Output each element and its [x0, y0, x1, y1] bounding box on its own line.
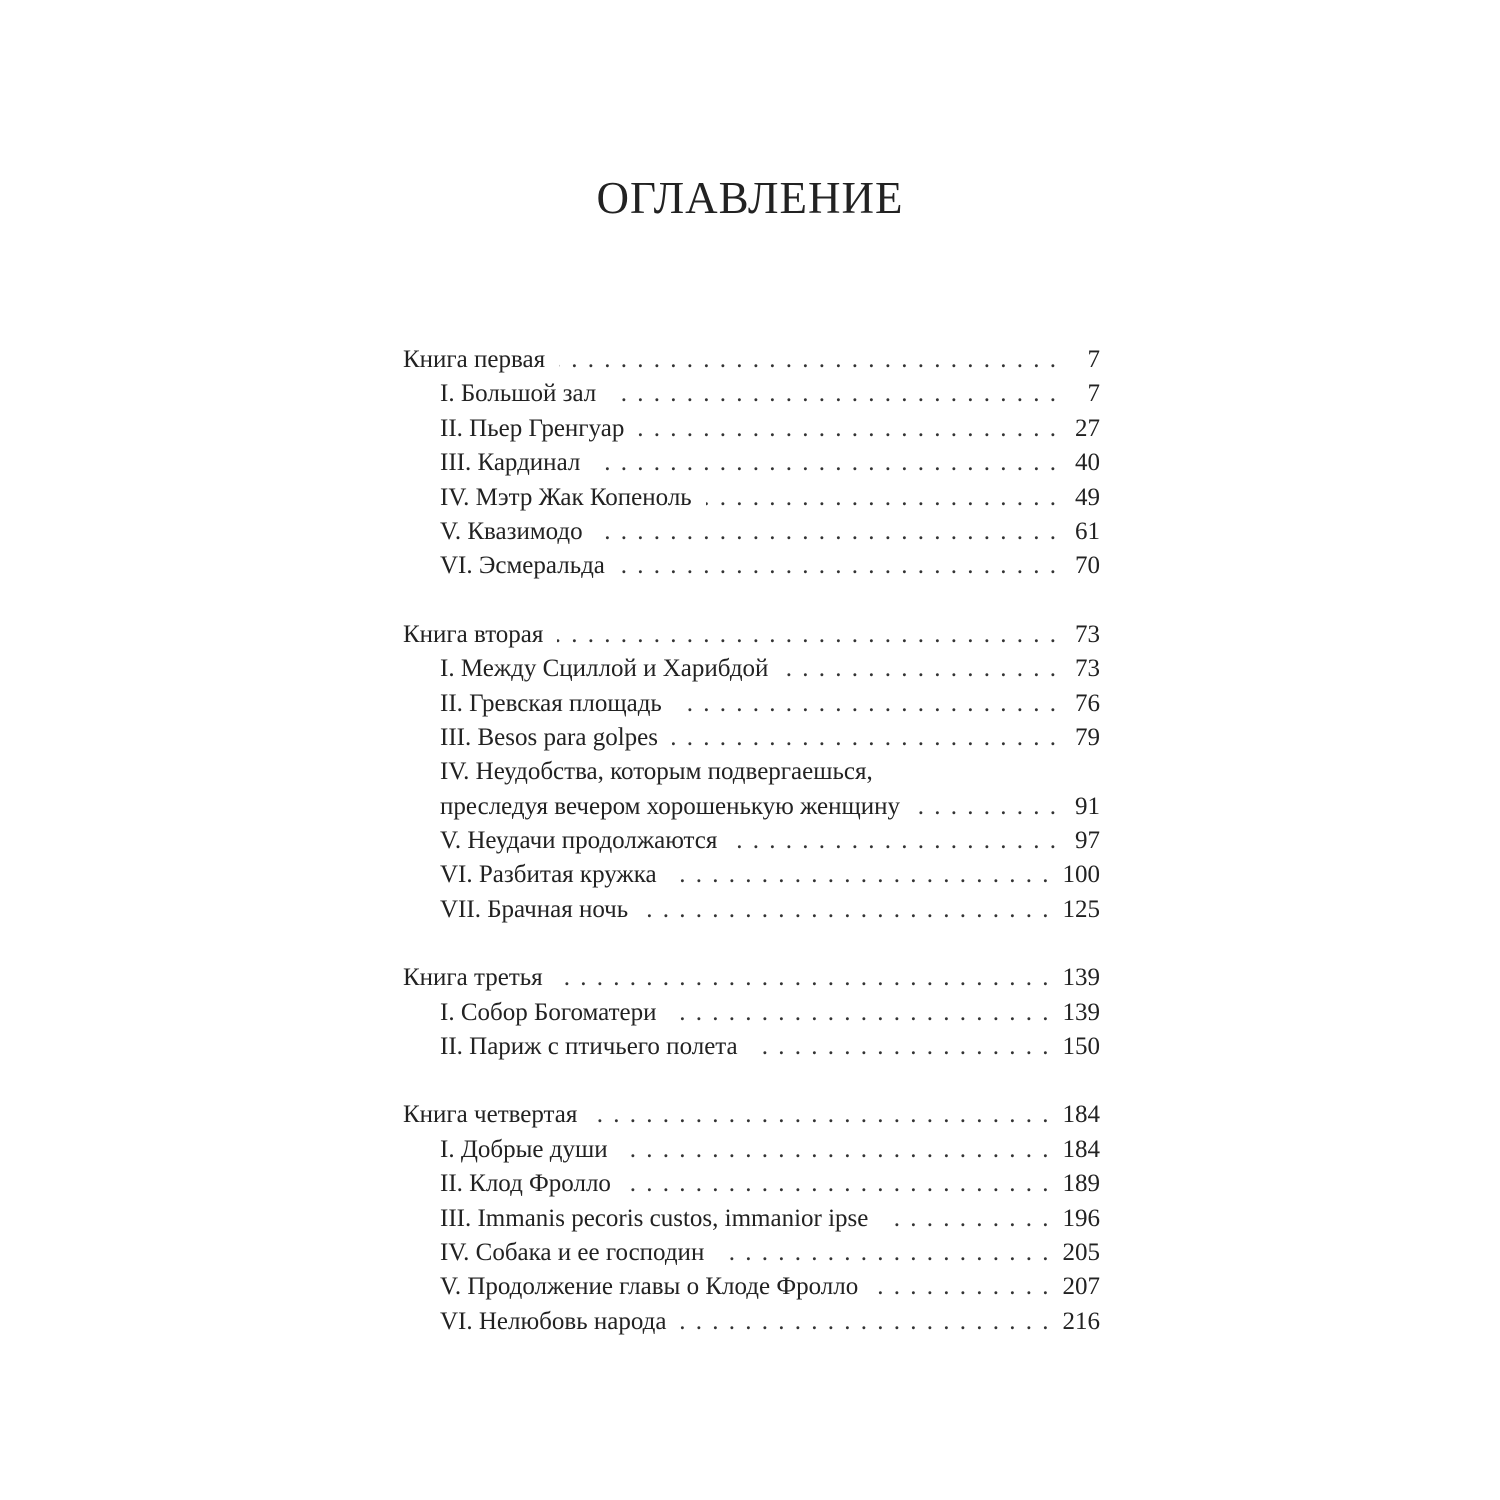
- page-number: 139: [1062, 964, 1100, 992]
- page-number: 207: [1062, 1273, 1100, 1301]
- chapter-entry[interactable]: [403, 721, 1100, 755]
- dot-leader: [559, 343, 1056, 377]
- chapter-title: II. Клод Фролло: [440, 1170, 611, 1198]
- page-number: 100: [1062, 861, 1100, 889]
- chapter-entry[interactable]: [403, 824, 1100, 858]
- chapter-title: VI. Разбитая кружка: [440, 861, 657, 889]
- chapter-title: I. Собор Богоматери: [440, 998, 657, 1026]
- chapter-entry[interactable]: [403, 858, 1100, 892]
- dot-leader: [882, 1202, 1048, 1236]
- dot-leader: [680, 1305, 1048, 1339]
- chapter-entry[interactable]: [403, 1305, 1100, 1339]
- page-number: 73: [1075, 620, 1100, 648]
- page-number: 139: [1062, 998, 1100, 1026]
- dot-leader: [638, 412, 1056, 446]
- page-number: 40: [1075, 449, 1100, 477]
- dot-leader: [718, 1236, 1048, 1270]
- chapter-title: V. Неудачи продолжаются: [440, 827, 718, 855]
- chapter-entry[interactable]: [403, 687, 1100, 721]
- page-number: 150: [1062, 1033, 1100, 1061]
- page-number: 189: [1062, 1170, 1100, 1198]
- page-number: 76: [1075, 689, 1100, 717]
- page-number: 27: [1075, 414, 1100, 442]
- page-number: 79: [1075, 723, 1100, 751]
- chapter-entry[interactable]: [403, 893, 1100, 927]
- page-number: 216: [1062, 1307, 1100, 1335]
- chapter-title: I. Между Сциллой и Харибдой: [440, 655, 769, 683]
- dot-leader: [670, 996, 1048, 1030]
- book-title: Книга четвертая: [403, 1101, 578, 1129]
- page-number: 184: [1062, 1101, 1100, 1129]
- chapter-entry[interactable]: [403, 377, 1100, 411]
- dot-leader: [706, 481, 1056, 515]
- chapter-title: IV. Неудобства, которым подвергаешься,: [440, 758, 873, 786]
- book-section: [403, 343, 1100, 584]
- chapter-entry[interactable]: [403, 481, 1100, 515]
- book-section: [403, 1098, 1100, 1339]
- chapter-title: III. Immanis pecoris custos, immanior ipse: [440, 1204, 869, 1232]
- chapter-entry[interactable]: [403, 446, 1100, 480]
- dot-leader: [914, 790, 1056, 824]
- book-title: Книга вторая: [403, 620, 544, 648]
- chapter-entry[interactable]: [403, 652, 1100, 686]
- dot-leader: [672, 721, 1056, 755]
- page-number: 97: [1075, 827, 1100, 855]
- chapter-title: преследуя вечером хорошенькую женщину: [440, 792, 900, 820]
- dot-leader: [676, 687, 1056, 721]
- page-number: 184: [1062, 1135, 1100, 1163]
- chapter-title: V. Квазимодо: [440, 517, 583, 545]
- page-number: 205: [1062, 1238, 1100, 1266]
- chapter-entry[interactable]: [403, 996, 1100, 1030]
- dot-leader: [594, 446, 1056, 480]
- page-number: 7: [1087, 380, 1100, 408]
- chapter-title: II. Гревская площадь: [440, 689, 662, 717]
- page-number: 91: [1075, 792, 1100, 820]
- book-title: Книга третья: [403, 964, 543, 992]
- table-of-contents: [403, 343, 1100, 1373]
- book-entry[interactable]: [403, 1098, 1100, 1132]
- dot-leader: [642, 893, 1048, 927]
- chapter-entry[interactable]: [403, 1133, 1100, 1167]
- dot-leader: [731, 824, 1056, 858]
- chapter-title: III. Besos para golpes: [440, 723, 658, 751]
- chapter-entry[interactable]: [403, 755, 1100, 789]
- chapter-entry[interactable]: [403, 515, 1100, 549]
- chapter-title: VI. Нелюбовь народа: [440, 1307, 667, 1335]
- page-number: 73: [1075, 655, 1100, 683]
- dot-leader: [597, 515, 1056, 549]
- dot-leader: [625, 1167, 1049, 1201]
- page-number: 70: [1075, 552, 1100, 580]
- chapter-title: II. Пьер Гренгуар: [440, 414, 625, 442]
- book-section: [403, 961, 1100, 1064]
- dot-leader: [619, 549, 1056, 583]
- chapter-entry[interactable]: [403, 412, 1100, 446]
- chapter-title: V. Продолжение главы о Клоде Фролло: [440, 1273, 859, 1301]
- chapter-title: I. Большой зал: [440, 380, 597, 408]
- page-number: 7: [1087, 346, 1100, 373]
- page-number: 49: [1075, 483, 1100, 511]
- chapter-entry[interactable]: [403, 1236, 1100, 1270]
- chapter-title: IV. Собака и ее господин: [440, 1238, 705, 1266]
- chapter-title: VI. Эсмеральда: [440, 552, 605, 580]
- dot-leader: [557, 618, 1056, 652]
- chapter-title: VII. Брачная ночь: [440, 895, 629, 923]
- chapter-title: I. Добрые души: [440, 1135, 608, 1163]
- book-title: Книга первая: [403, 346, 546, 373]
- book-entry[interactable]: [403, 961, 1100, 995]
- chapter-entry[interactable]: [403, 1202, 1100, 1236]
- page-number: 125: [1062, 895, 1100, 923]
- chapter-entry[interactable]: [403, 1030, 1100, 1064]
- page-number: 196: [1062, 1204, 1100, 1232]
- book-section: [403, 618, 1100, 928]
- book-entry[interactable]: [403, 343, 1100, 377]
- page-number: 61: [1075, 517, 1100, 545]
- book-entry[interactable]: [403, 618, 1100, 652]
- chapter-entry[interactable]: [403, 549, 1100, 583]
- chapter-title: IV. Мэтр Жак Копеноль: [440, 483, 692, 511]
- chapter-title: III. Кардинал: [440, 449, 581, 477]
- dot-leader: [752, 1030, 1049, 1064]
- dot-leader: [671, 858, 1049, 892]
- dot-leader: [610, 377, 1056, 411]
- dot-leader: [557, 961, 1049, 995]
- dot-leader: [782, 652, 1056, 686]
- dot-leader: [622, 1133, 1049, 1167]
- chapter-entry[interactable]: [403, 790, 1100, 824]
- dot-leader: [872, 1270, 1048, 1304]
- chapter-entry[interactable]: [403, 1270, 1100, 1304]
- page-title: ОГЛАВЛЕНИЕ: [596, 173, 904, 223]
- dot-leader: [591, 1098, 1048, 1132]
- chapter-title: II. Париж с птичьего полета: [440, 1033, 738, 1061]
- chapter-entry[interactable]: [403, 1167, 1100, 1201]
